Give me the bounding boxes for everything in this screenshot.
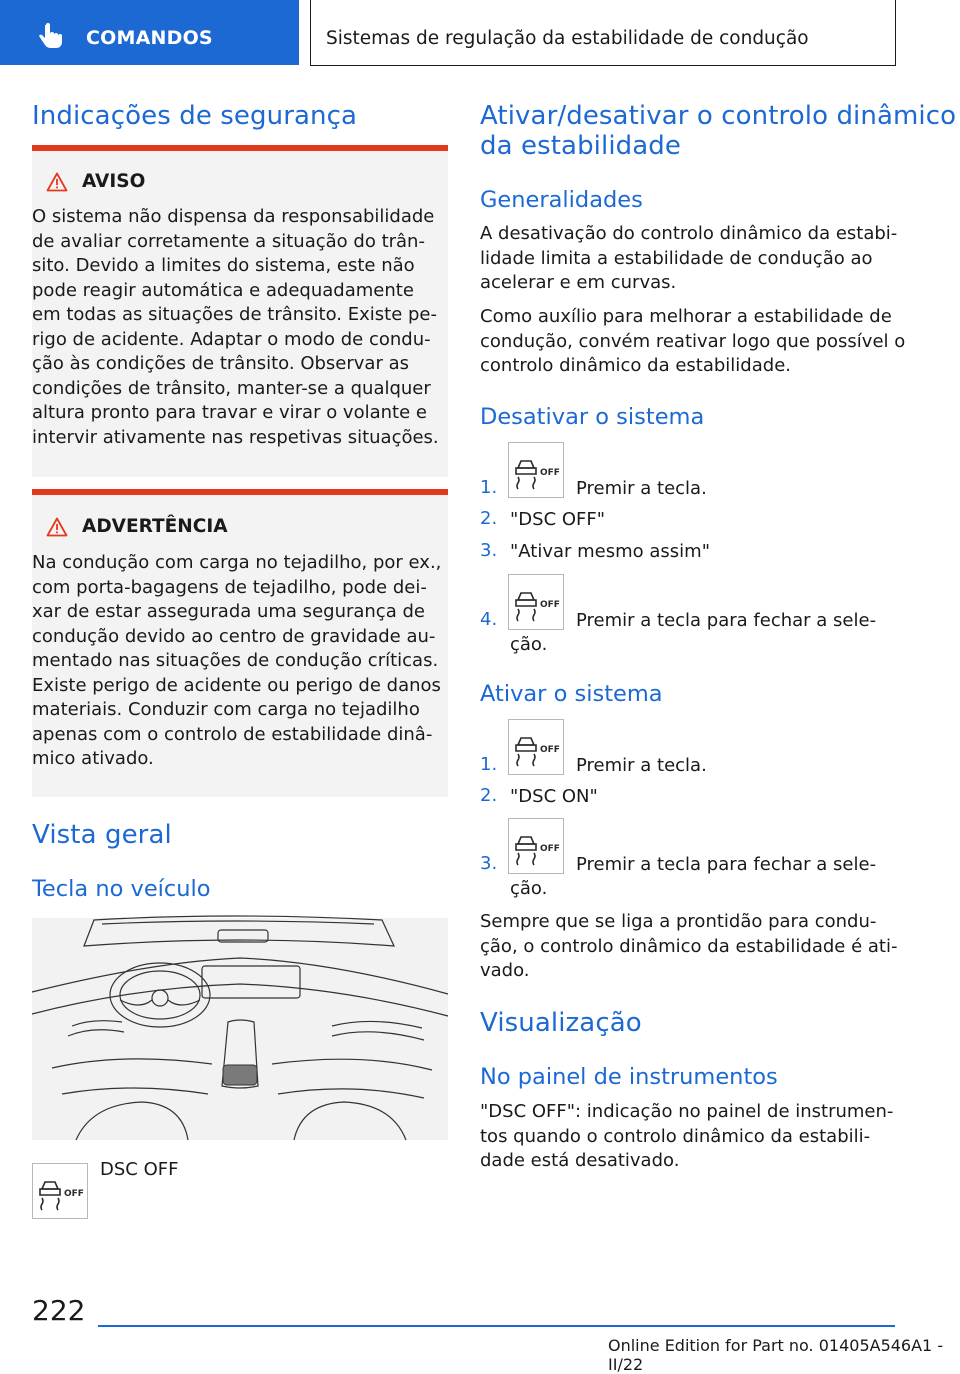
step-text: Premir a tecla. bbox=[576, 478, 707, 499]
dsc-off-key-icon bbox=[508, 818, 564, 874]
page-number: 222 bbox=[32, 1294, 86, 1327]
warning-triangle-icon bbox=[46, 517, 68, 537]
general-paragraph-1: A desativação do controlo dinâmico da estabi- lidade limita a estabilidade de condução ao acelerar e em curvas. bbox=[480, 223, 898, 293]
step-number: 1. bbox=[480, 477, 498, 498]
section-tab[interactable] bbox=[0, 0, 299, 65]
panel-paragraph: "DSC OFF": indicação no painel de instrumen- tos quando o controlo dinâmico da estabili- dade está desativado. bbox=[480, 1101, 894, 1171]
step-text: "DSC OFF" bbox=[510, 509, 606, 530]
dashboard-illustration bbox=[32, 918, 448, 1140]
warning-title: ADVERTÊNCIA bbox=[82, 516, 228, 537]
overview-heading: Vista geral bbox=[32, 820, 172, 850]
main-heading-line1: Ativar/desativar o controlo dinâmico bbox=[480, 101, 957, 131]
hand-pointer-icon bbox=[36, 22, 66, 52]
dsc-off-key-icon bbox=[508, 442, 564, 498]
general-paragraph-2: Como auxílio para melhorar a estabilidade de condução, convém reativar logo que possível o controlo dinâmico da estabilidade. bbox=[480, 306, 906, 376]
key-caption: DSC OFF bbox=[100, 1159, 179, 1180]
dsc-off-key-icon bbox=[508, 719, 564, 775]
svg-text:OFF: OFF bbox=[64, 1189, 84, 1199]
step-number: 2. bbox=[480, 508, 498, 529]
step-text: Premir a tecla para fechar a sele- bbox=[576, 610, 877, 631]
activate-heading: Ativar o sistema bbox=[480, 681, 663, 707]
warning-triangle-icon bbox=[46, 172, 68, 192]
dsc-off-key-icon bbox=[32, 1163, 88, 1219]
step-number: 1. bbox=[480, 754, 498, 775]
step-text-cont: ção. bbox=[510, 634, 548, 655]
step-text: "DSC ON" bbox=[510, 786, 598, 807]
ready-paragraph: Sempre que se liga a prontidão para condu- ção, o controlo dinâmico da estabilidade é ati- vado. bbox=[480, 911, 898, 981]
svg-text:OFF: OFF bbox=[540, 745, 560, 755]
page-title: Sistemas de regulação da estabilidade de condução bbox=[326, 28, 809, 49]
main-heading-line2: da estabilidade bbox=[480, 131, 681, 161]
step-text: Premir a tecla para fechar a sele- bbox=[576, 854, 877, 875]
edition-note: Online Edition for Part no. 01405A546A1 - II/22 bbox=[608, 1336, 944, 1374]
warning-header-aviso bbox=[46, 171, 145, 192]
svg-text:OFF: OFF bbox=[540, 844, 560, 854]
step-text: "Ativar mesmo assim" bbox=[510, 541, 710, 562]
panel-heading: No painel de instrumentos bbox=[480, 1064, 778, 1090]
dsc-off-key-icon bbox=[508, 574, 564, 630]
general-heading: Generalidades bbox=[480, 187, 643, 213]
warning-text-aviso: O sistema não dispensa da responsabilidade de avaliar corretamente a situação do trân- sito. Devido a limites do sistema, este não pode reagir automática e adequadamente em todas as situações de trânsito. Existe pe- rigo de acidente. Adaptar o modo de condu- ção às condições de trânsito. Observar as condições de trânsito, manter-se a qualquer altura pronto para travar e virar o volante e intervir ativamente nas respetivas situações. bbox=[32, 206, 439, 448]
svg-text:OFF: OFF bbox=[540, 468, 560, 478]
svg-text:OFF: OFF bbox=[540, 600, 560, 610]
warning-text-advertencia: Na condução com carga no tejadilho, por ex., com porta-bagagens de tejadilho, pode dei- xar de estar assegurada uma segurança de condução devido ao centro de gravidade au- mentado nas situações de condução críticas. Existe perigo de acidente ou perigo de danos materiais. Conduzir com carga no tejadilho apenas com o controlo de estabilidade dinâ- mico ativado. bbox=[32, 552, 442, 769]
button-heading: Tecla no veículo bbox=[32, 876, 211, 902]
step-text: Premir a tecla. bbox=[576, 755, 707, 776]
warning-title: AVISO bbox=[82, 171, 146, 192]
step-number: 4. bbox=[480, 609, 498, 630]
safety-heading: Indicações de segurança bbox=[32, 101, 358, 131]
car-interior-drawing bbox=[32, 918, 448, 1140]
footer-rule bbox=[98, 1325, 895, 1327]
step-text-cont: ção. bbox=[510, 878, 548, 899]
step-number: 3. bbox=[480, 540, 498, 561]
step-number: 3. bbox=[480, 853, 498, 874]
section-label: COMANDOS bbox=[86, 27, 213, 49]
display-heading: Visualização bbox=[480, 1008, 642, 1038]
warning-header-advertencia bbox=[46, 516, 228, 537]
step-number: 2. bbox=[480, 785, 498, 806]
deactivate-heading: Desativar o sistema bbox=[480, 404, 705, 430]
